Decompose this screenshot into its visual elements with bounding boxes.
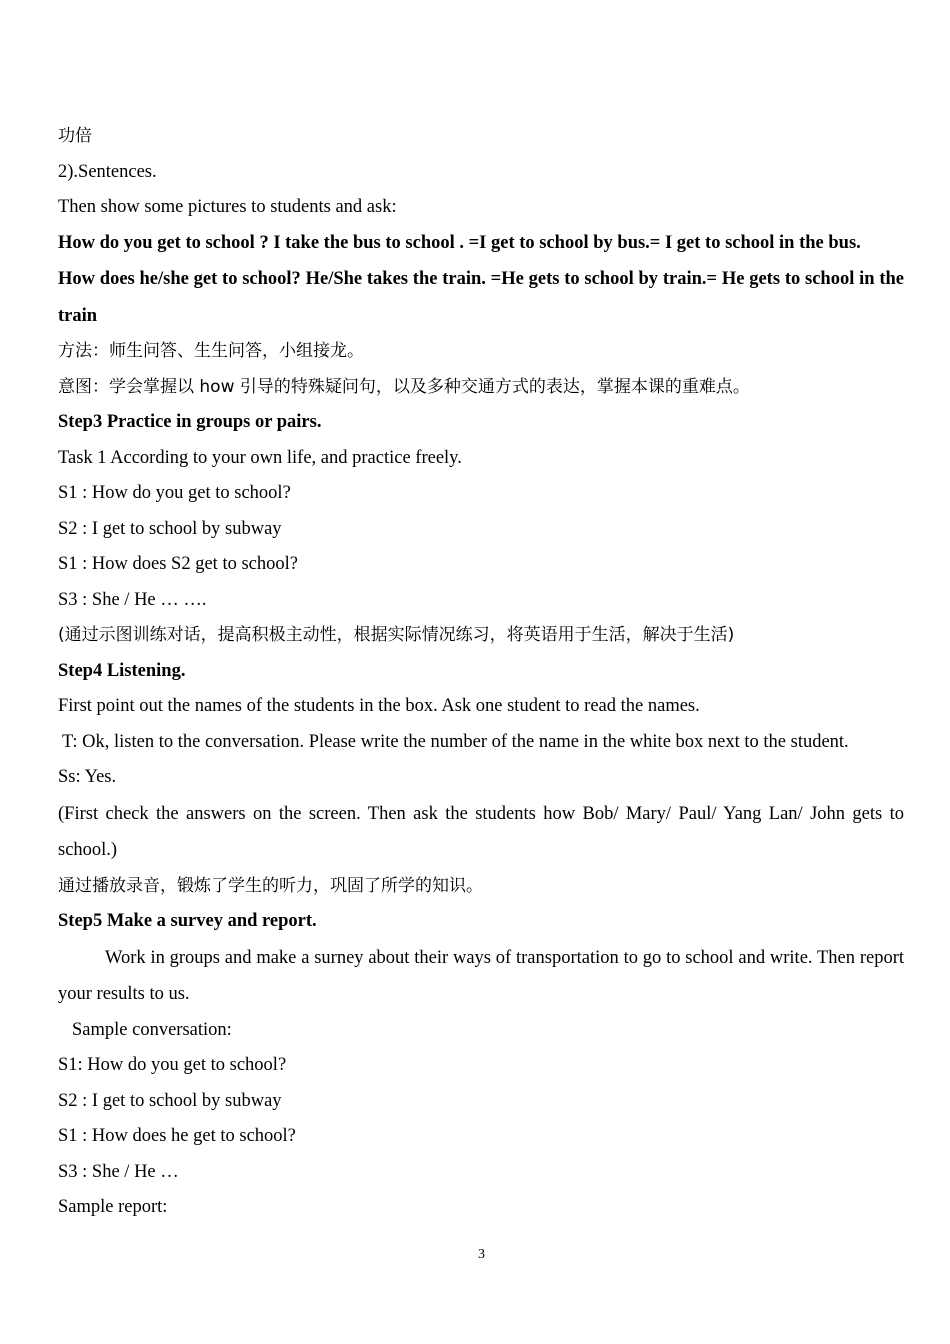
dialogue-line: S1 : How does S2 get to school?	[58, 554, 298, 574]
dialogue-line: S1 : How does he get to school?	[58, 1126, 296, 1146]
step-heading: Step5 Make a survey and report.	[58, 911, 317, 931]
example-sentence: How do you get to school ? I take the bus to school . =I get to school by bus.= I get to school in the bus.	[58, 232, 861, 253]
dialogue-line: S1: How do you get to school?	[58, 1055, 287, 1075]
purpose-note: 意图：学会掌握以 how 引导的特殊疑问句，以及多种交通方式的表达，掌握本课的重难点。	[58, 376, 750, 397]
paragraph-text: Work in groups and make a surney about their ways of transportation to go to school and write. Then report your results to us.	[58, 947, 904, 1004]
dialogue-line: S3 : She / He … ….	[58, 589, 207, 610]
purpose-note: 通过播放录音，锻炼了学生的听力，巩固了所学的知识。	[58, 875, 483, 896]
text-line: Sample conversation:	[72, 1019, 232, 1040]
dialogue-line: S1 : How do you get to school?	[58, 483, 291, 503]
page-number: 3	[478, 1247, 485, 1262]
purpose-note: (通过示图训练对话，提高积极主动性，根据实际情况练习，将英语用于生活，解决于生活)	[58, 625, 735, 645]
text-line: 2).Sentences.	[58, 161, 157, 182]
dialogue-line: Ss: Yes.	[58, 767, 117, 787]
page-body	[58, 119, 904, 1226]
method-note: 方法：师生问答、生生问答，小组接龙。	[58, 341, 364, 361]
step-heading: Step3 Practice in groups or pairs.	[58, 412, 322, 432]
example-sentence: How does he/she get to school? He/She takes the train. =He gets to school by train.= He gets to school in the train	[58, 269, 904, 326]
text-line: First point out the names of the students in the box. Ask one student to read the names.	[58, 696, 700, 716]
text-line: (First check the answers on the screen. Then ask the students how Bob/ Mary/ Paul/ Yang Lan/ John gets to school.)	[58, 803, 904, 860]
text-line: Sample report:	[58, 1197, 168, 1217]
dialogue-line: S3 : She / He …	[58, 1161, 179, 1182]
dialogue-line: S2 : I get to school by subway	[58, 518, 282, 539]
dialogue-line: T: Ok, listen to the conversation. Please write the number of the name in the white box next to the student.	[62, 731, 849, 752]
text-paragraph	[58, 940, 904, 1013]
text-line: Then show some pictures to students and ask:	[58, 197, 397, 217]
text-line: Task 1 According to your own life, and practice freely.	[58, 447, 462, 468]
step-heading: Step4 Listening.	[58, 660, 186, 681]
dialogue-line: S2 : I get to school by subway	[58, 1090, 282, 1111]
text-line: 功倍	[58, 126, 92, 146]
